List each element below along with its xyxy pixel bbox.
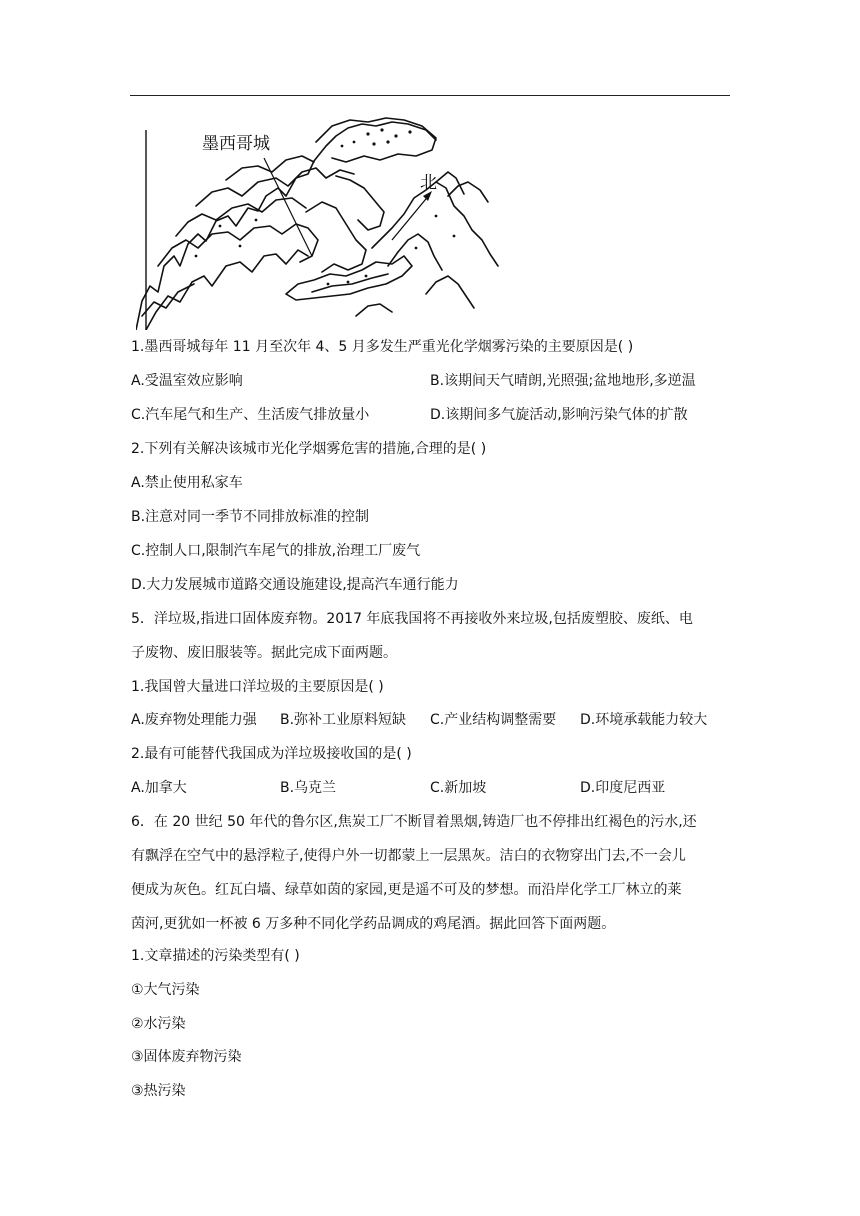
q5-1-option-d: D.环境承载能力较大 <box>580 712 708 728</box>
q5-2-option-a: A.加拿大 <box>131 780 187 796</box>
q4-1-option-d: D.该期间多气旋活动,影响污染气体的扩散 <box>430 407 688 423</box>
q4-1-option-a: A.受温室效应影响 <box>131 373 243 389</box>
q4-1-option-b: B.该期间天气晴朗,光照强;盆地地形,多逆温 <box>430 373 696 389</box>
q4-1-option-c: C.汽车尾气和生产、生活废气排放量小 <box>131 407 370 423</box>
q5-1-stem: 1.我国曾大量进口洋垃圾的主要原因是( ) <box>131 679 384 695</box>
q6-1-item-2: ②水污染 <box>131 1016 186 1032</box>
q4-2-option-d: D.大力发展城市道路交通设施建设,提高汽车通行能力 <box>131 577 459 593</box>
north-arrow <box>392 194 430 240</box>
mountain-ridges <box>136 118 506 330</box>
q5-2-stem: 2.最有可能替代我国成为洋垃圾接收国的是( ) <box>131 746 412 762</box>
q5-intro-line-1: 5．洋垃圾,指进口固体废弃物。2017 年底我国将不再接收外来垃圾,包括废塑胶、废纸、电 <box>131 611 693 627</box>
q6-1-item-3: ③固体废弃物污染 <box>131 1049 242 1065</box>
header-rule <box>130 95 730 96</box>
q6-intro-line-4: 茵河,更犹如一杯被 6 万多种不同化学药品调成的鸡尾酒。据此回答下面两题。 <box>131 916 616 932</box>
q5-2-option-c: C.新加坡 <box>430 780 487 796</box>
q6-1-stem: 1.文章描述的污染类型有( ) <box>131 948 300 964</box>
q6-intro-line-1: 6．在 20 世纪 50 年代的鲁尔区,焦炭工厂不断冒着黑烟,铸造厂也不停排出红褐色的污水,还 <box>131 814 697 830</box>
q5-1-option-c: C.产业结构调整需要 <box>430 712 557 728</box>
north-label: 北 <box>420 173 437 193</box>
q4-2-option-c: C.控制人口,限制汽车尾气的排放,治理工厂废气 <box>131 543 421 559</box>
q5-intro-line-2: 子废物、废旧服装等。据此完成下面两题。 <box>131 645 397 661</box>
city-label: 墨西哥城 <box>202 134 270 154</box>
q6-intro-line-3: 便成为灰色。红瓦白墙、绿草如茵的家园,更是遥不可及的梦想。而沿岸化学工厂林立的莱 <box>131 882 682 898</box>
q4-2-option-a: A.禁止使用私家车 <box>131 475 243 491</box>
q6-intro-line-2: 有飘浮在空气中的悬浮粒子,使得户外一切都蒙上一层黑灰。洁白的衣物穿出门去,不一会儿 <box>131 848 686 864</box>
q5-1-option-b: B.弥补工业原料短缺 <box>280 712 407 728</box>
q6-1-item-1: ①大气污染 <box>131 982 200 998</box>
q4-2-stem: 2.下列有关解决该城市光化学烟雾危害的措施,合理的是( ) <box>131 441 487 457</box>
q5-2-option-b: B.乌克兰 <box>280 780 337 796</box>
q5-1-option-a: A.废弃物处理能力强 <box>131 712 257 728</box>
mexico-city-terrain-map <box>136 116 506 330</box>
q4-2-option-b: B.注意对同一季节不同排放标准的控制 <box>131 509 370 525</box>
q4-1-stem: 1.墨西哥城每年 11 月至次年 4、5 月多发生严重光化学烟雾污染的主要原因是( ) <box>131 339 634 355</box>
q5-2-option-d: D.印度尼西亚 <box>580 780 666 796</box>
q6-1-item-4: ③热污染 <box>131 1083 186 1099</box>
